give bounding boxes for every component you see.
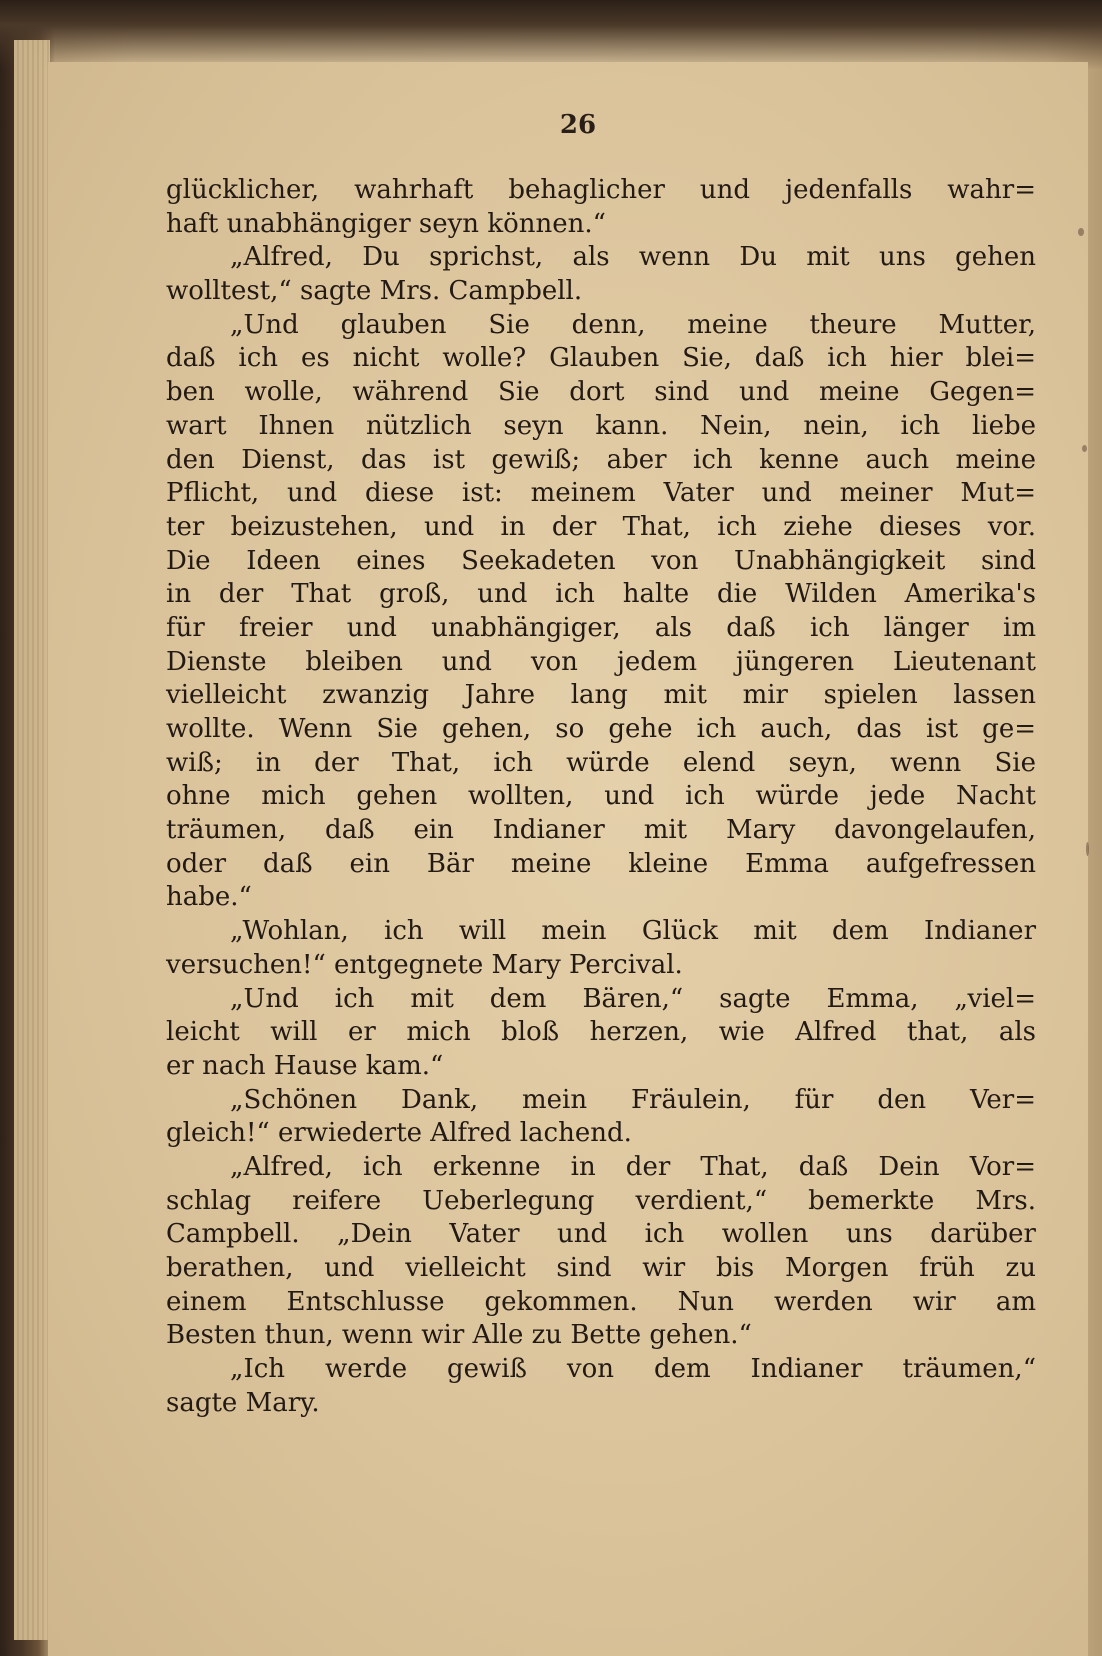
paper-speck (1078, 228, 1084, 236)
text-line: Besten thun, wenn wir Alle zu Bette gehen.“ (166, 1320, 752, 1351)
text-line: für freier und unabhängiger, als daß ich länger im (166, 612, 1036, 643)
text-line: haft unabhängiger seyn können.“ (166, 208, 606, 239)
text-line: leicht will er mich bloß herzen, wie Alfred that, als (166, 1017, 1036, 1048)
text-line: „Ich werde gewiß von dem Indianer träumen,“ (230, 1354, 1036, 1385)
text-line: „Und glauben Sie denn, meine theure Mutter, (230, 309, 1036, 340)
text-line: „Schönen Dank, mein Fräulein, für den Ver= (230, 1084, 1036, 1115)
text-line: „Und ich mit dem Bären,“ sagte Emma, „viel= (230, 983, 1036, 1014)
paper-speck (1086, 842, 1089, 856)
text-line: glücklicher, wahrhaft behaglicher und jedenfalls wahr= (166, 175, 1036, 205)
text-line: versuchen!“ entgegnete Mary Percival. (166, 949, 683, 980)
text-line: sagte Mary. (166, 1387, 320, 1418)
page-edges (14, 40, 50, 1640)
text-line: wart Ihnen nützlich seyn kann. Nein, nein, ich liebe (166, 410, 1036, 441)
text-line: habe.“ (166, 882, 252, 913)
text-line: Pflicht, und diese ist: meinem Vater und meiner Mut= (166, 478, 1036, 509)
text-line: den Dienst, das ist gewiß; aber ich kenne auch meine (166, 444, 1036, 475)
text-line: „Wohlan, ich will mein Glück mit dem Indianer (230, 916, 1036, 947)
text-line: wolltest,“ sagte Mrs. Campbell. (166, 276, 583, 307)
book-page (48, 62, 1088, 1656)
text-line: gleich!“ erwiederte Alfred lachend. (166, 1118, 632, 1149)
page-number: 26 (559, 110, 597, 140)
binding-shadow (0, 0, 1102, 70)
text-line: „Alfred, ich erkenne in der That, daß Dein Vor= (230, 1151, 1036, 1182)
text-line: einem Entschlusse gekommen. Nun werden wir am (166, 1286, 1036, 1317)
text-line: ben wolle, während Sie dort sind und meine Gegen= (166, 377, 1036, 408)
text-line: wiß; in der That, ich würde elend seyn, wenn Sie (166, 747, 1036, 778)
text-line: vielleicht zwanzig Jahre lang mit mir spielen lassen (166, 680, 1036, 711)
text-line: Dienste bleiben und von jedem jüngeren Lieutenant (166, 646, 1036, 677)
text-line: ohne mich gehen wollten, und ich würde jede Nacht (166, 781, 1036, 812)
text-line: er nach Hause kam.“ (166, 1050, 444, 1081)
text-line: Campbell. „Dein Vater und ich wollen uns darüber (166, 1219, 1036, 1250)
text-line: daß ich es nicht wolle? Glauben Sie, daß ich hier blei= (166, 343, 1036, 374)
text-line: „Alfred, Du sprichst, als wenn Du mit uns gehen (230, 242, 1036, 273)
text-line: in der That groß, und ich halte die Wilden Amerika's (166, 579, 1036, 610)
text-line: schlag reifere Ueberlegung verdient,“ bemerkte Mrs. (166, 1185, 1036, 1216)
body-text (166, 174, 1036, 1420)
text-line: wollte. Wenn Sie gehen, so gehe ich auch, das ist ge= (166, 714, 1036, 744)
text-line: träumen, daß ein Indianer mit Mary davongelaufen, (166, 815, 1036, 846)
paper-speck (1082, 445, 1087, 452)
text-line: berathen, und vielleicht sind wir bis Morgen früh zu (166, 1253, 1036, 1283)
text-line: oder daß ein Bär meine kleine Emma aufgefressen (166, 848, 1036, 879)
text-line: ter beizustehen, und in der That, ich ziehe dieses vor. (166, 511, 1036, 542)
text-line: Die Ideen eines Seekadeten von Unabhängigkeit sind (166, 545, 1036, 576)
